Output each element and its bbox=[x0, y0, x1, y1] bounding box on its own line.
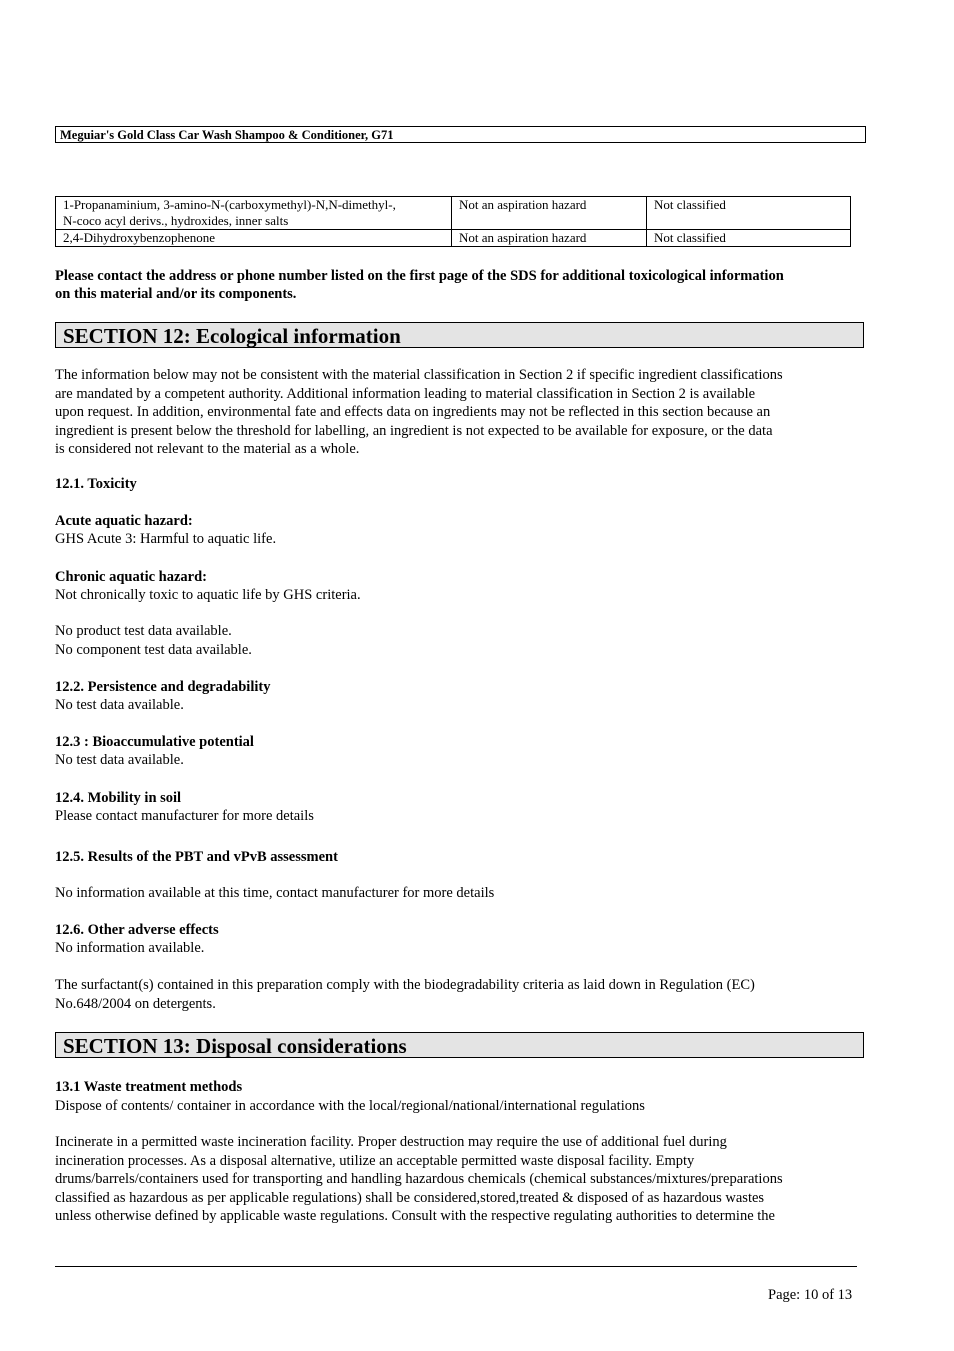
classification-cell: Not classified bbox=[647, 197, 851, 230]
waste-treatment-heading: 13.1 Waste treatment methods bbox=[55, 1079, 243, 1095]
chronic-hazard-text: Not chronically toxic to aquatic life by GHS criteria. bbox=[55, 587, 361, 603]
footer-divider bbox=[55, 1266, 857, 1267]
page-number: Page: 10 of 13 bbox=[768, 1287, 853, 1303]
ingredient-cell: 2,4-Dihydroxybenzophenone bbox=[56, 230, 452, 247]
toxicity-heading: 12.1. Toxicity bbox=[55, 476, 137, 492]
section-12-intro: The information below may not be consistent with the material classification in Section 2 if specific ingredient classifications are mandated by a competent authority. Additional information leading to material classification in Section 2 is available upon request. In addition, environmental fate and effects data on ingredients may not be reflected in this section because an ingredient is present below the threshold for labelling, an ingredient is not expected to be available for exposure, or the data is considered not relevant to the material as a whole. bbox=[55, 367, 783, 457]
pbt-text: No information available at this time, contact manufacturer for more details bbox=[55, 885, 495, 901]
persistence-heading: 12.2. Persistence and degradability bbox=[55, 679, 271, 695]
hazard-cell: Not an aspiration hazard bbox=[452, 230, 647, 247]
other-effects-text: No information available. bbox=[55, 940, 205, 956]
no-component-data: No component test data available. bbox=[55, 642, 252, 658]
section-13-heading: SECTION 13: Disposal considerations bbox=[55, 1032, 864, 1058]
contact-note: Please contact the address or phone number listed on the first page of the SDS for additional toxicological information on this material and/or its components. bbox=[55, 268, 784, 302]
product-name-header: Meguiar's Gold Class Car Wash Shampoo & Conditioner, G71 bbox=[55, 126, 866, 143]
mobility-text: Please contact manufacturer for more details bbox=[55, 808, 314, 824]
acute-hazard-text: GHS Acute 3: Harmful to aquatic life. bbox=[55, 531, 277, 547]
ingredient-cell: 1-Propanaminium, 3-amino-N-(carboxymethyl)-N,N-dimethyl-, N-coco acyl derivs., hydroxides, inner salts bbox=[56, 197, 452, 230]
classification-cell: Not classified bbox=[647, 230, 851, 247]
table-row bbox=[56, 230, 851, 247]
other-effects-heading: 12.6. Other adverse effects bbox=[55, 922, 219, 938]
toxicity-table bbox=[55, 196, 851, 247]
hazard-cell: Not an aspiration hazard bbox=[452, 197, 647, 230]
bioaccumulative-text: No test data available. bbox=[55, 752, 184, 768]
section-12-heading: SECTION 12: Ecological information bbox=[55, 322, 864, 348]
no-product-data: No product test data available. bbox=[55, 623, 232, 639]
waste-treatment-text: Dispose of contents/ container in accordance with the local/regional/national/international regulations bbox=[55, 1098, 645, 1114]
table-row bbox=[56, 197, 851, 230]
acute-hazard-heading: Acute aquatic hazard: bbox=[55, 513, 193, 529]
pbt-heading: 12.5. Results of the PBT and vPvB assessment bbox=[55, 849, 338, 865]
chronic-hazard-heading: Chronic aquatic hazard: bbox=[55, 569, 207, 585]
incineration-text: Incinerate in a permitted waste incineration facility. Proper destruction may require the use of additional fuel during incineration processes. As a disposal alternative, utilize an acceptable permitted waste disposal facility. Empty drums/barrels/containers used for transporting and handling hazardous chemicals (chemical substances/mixtures/preparations classified as hazardous as per applicable regulations) shall be considered,stored,treated & disposed of as hazardous wastes unless otherwise defined by applicable waste regulations. Consult with the respective regulating authorities to determine the bbox=[55, 1134, 783, 1224]
bioaccumulative-heading: 12.3 : Bioaccumulative potential bbox=[55, 734, 254, 750]
mobility-heading: 12.4. Mobility in soil bbox=[55, 790, 182, 806]
surfactant-text: The surfactant(s) contained in this preparation comply with the biodegradability criteria as laid down in Regulation (EC) No.648/2004 on detergents. bbox=[55, 977, 755, 1012]
persistence-text: No test data available. bbox=[55, 697, 184, 713]
